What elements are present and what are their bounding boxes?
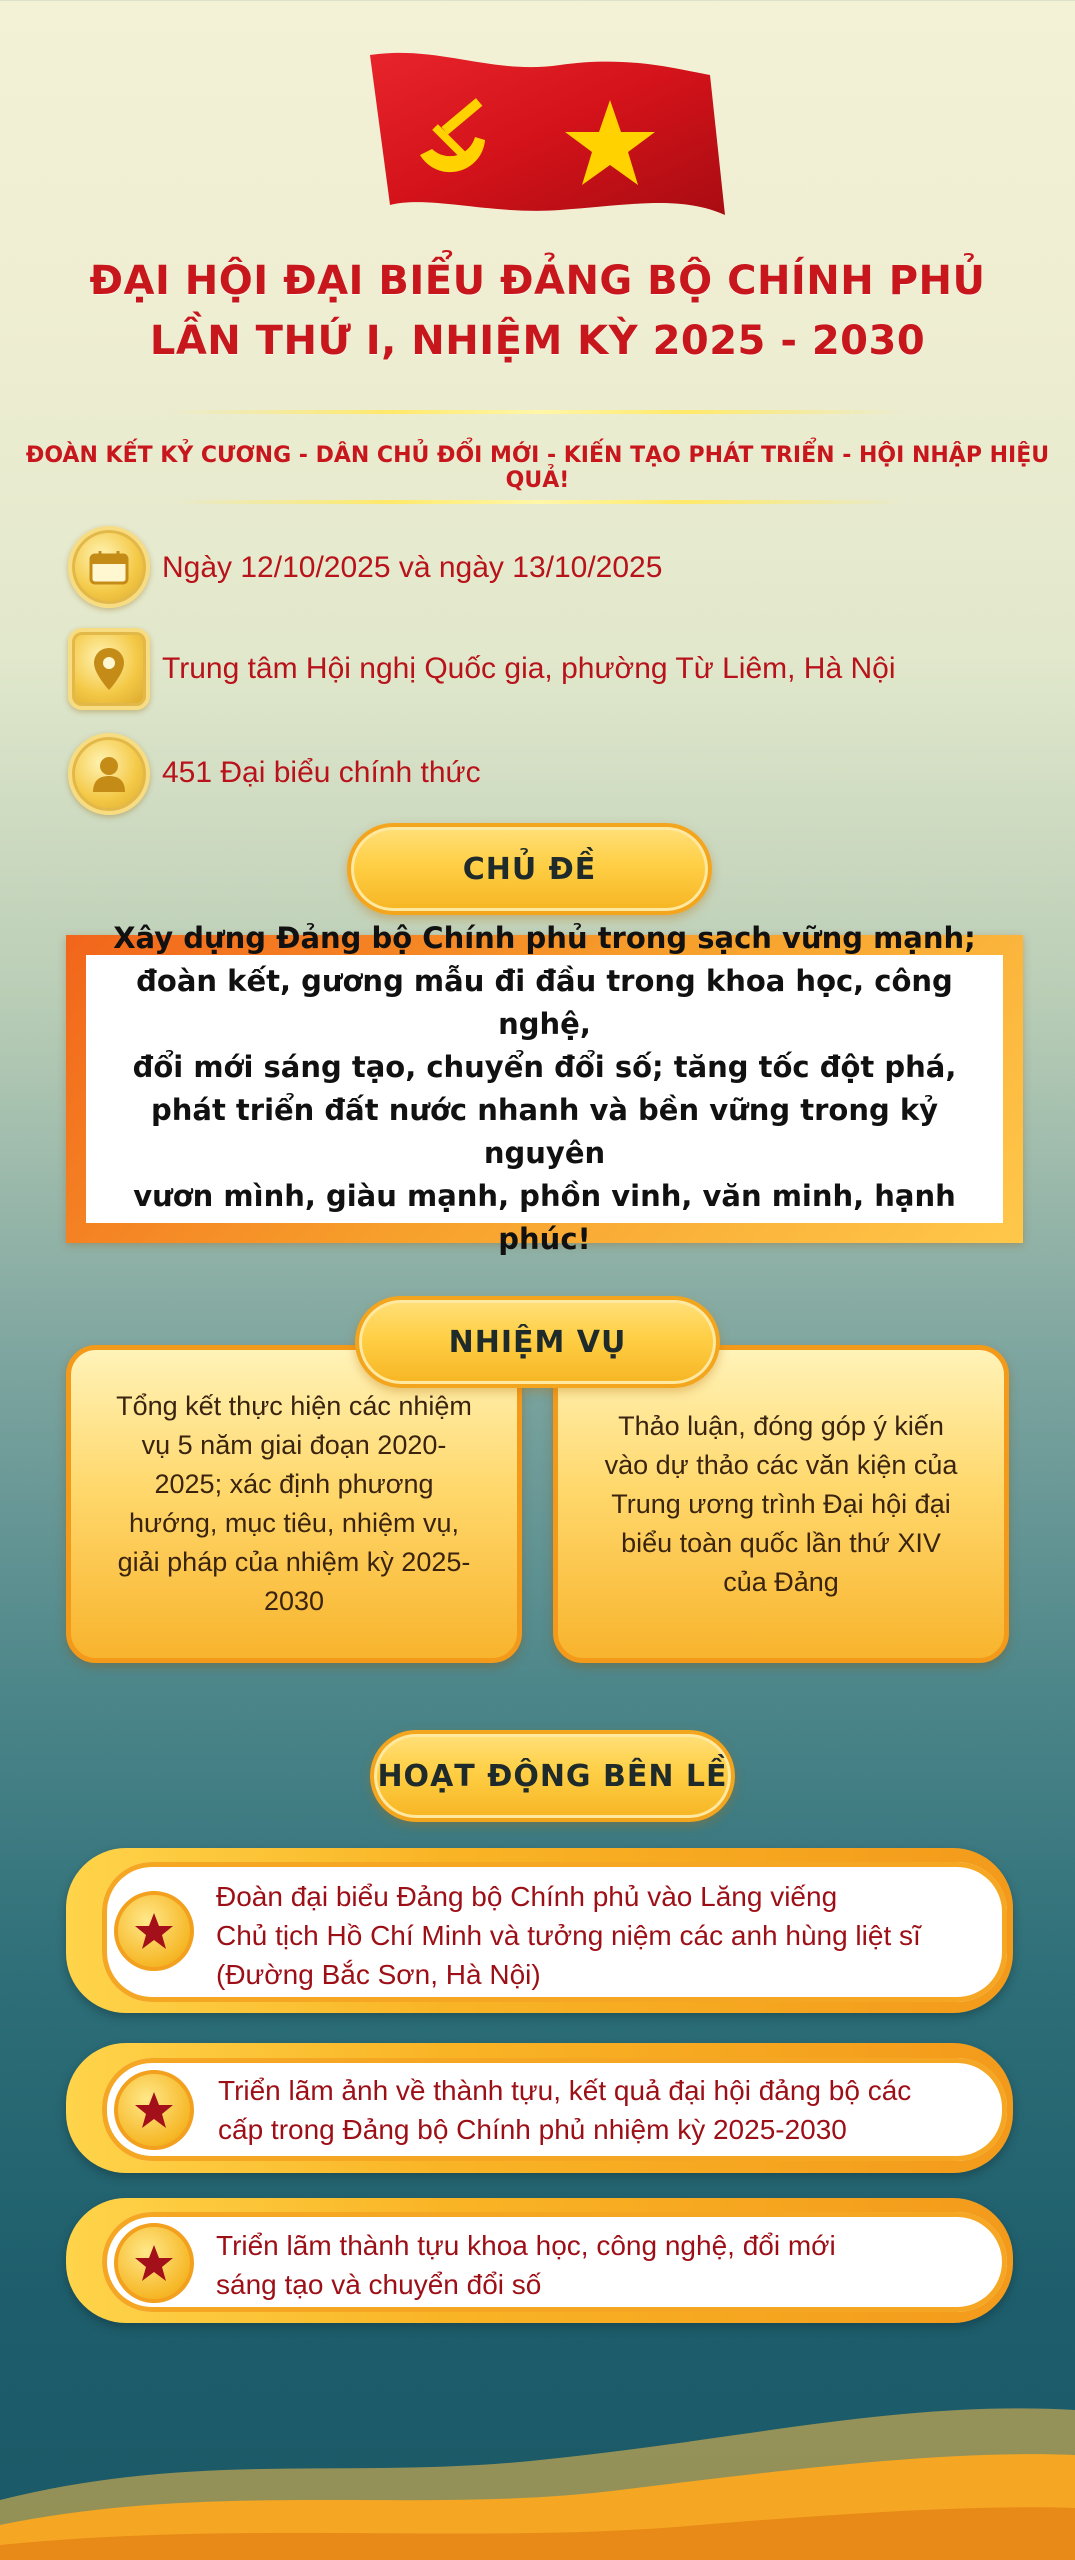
task-card-right: Thảo luận, đóng góp ý kiến vào dự thảo các văn kiện của Trung ương trình Đại hội đại biểu toàn quốc lần thứ XIV của Đảng [553,1345,1009,1663]
calendar-icon [68,526,150,608]
party-flag [360,45,730,225]
activity-line: Triển lãm thành tựu khoa học, công nghệ, đổi mới [216,2230,836,2261]
tasks-heading: NHIỆM VỤ [355,1296,720,1388]
page-title-line1: ĐẠI HỘI ĐẠI BIỂU ĐẢNG BỘ CHÍNH PHỦ [89,258,986,304]
activity-line: cấp trong Đảng bộ Chính phủ nhiệm kỳ 2025-2030 [218,2114,847,2145]
activity-line: sáng tạo và chuyển đổi số [216,2269,542,2300]
activity-text [218,2071,911,2149]
slogan: ĐOÀN KẾT KỶ CƯƠNG - DÂN CHỦ ĐỔI MỚI - KIẾN TẠO PHÁT TRIỂN - HỘI NHẬP HIỆU QUẢ! [25,443,1050,493]
decorative-waves [0,2330,1075,2560]
activity-text [216,1877,921,1994]
theme-line: đoàn kết, gương mẫu đi đầu trong khoa học, công nghệ, [136,964,953,1041]
event-date: Ngày 12/10/2025 và ngày 13/10/2025 [162,551,663,584]
theme-line: phát triển đất nước nhanh và bền vững trong kỷ nguyên [150,1093,939,1170]
star-icon [114,2223,194,2303]
theme-line: Xây dựng Đảng bộ Chính phủ trong sạch vững mạnh; [113,921,976,955]
theme-line: đổi mới sáng tạo, chuyển đổi số; tăng tốc đột phá, [132,1050,957,1084]
activity-line: Đoàn đại biểu Đảng bộ Chính phủ vào Lăng viếng [216,1881,838,1912]
divider [170,410,905,414]
theme-line: vươn mình, giàu mạnh, phồn vinh, văn minh, hạnh phúc! [133,1179,956,1256]
theme-box [86,921,1003,1256]
delegate-count: 451 Đại biểu chính thức [162,756,481,789]
activity-line: Triển lãm ảnh về thành tựu, kết quả đại hội đảng bộ các [218,2075,912,2106]
person-icon [68,733,150,815]
star-icon [114,2070,194,2150]
theme-heading: CHỦ ĐỀ [347,823,712,915]
task-card-left: Tổng kết thực hiện các nhiệm vụ 5 năm giai đoạn 2020-2025; xác định phương hướng, mục tiêu, nhiệm vụ, giải pháp của nhiệm kỳ 2025-2030 [66,1345,522,1663]
page-title-line2: LẦN THỨ I, NHIỆM KỲ 2025 - 2030 [149,318,926,364]
map-pin-icon [68,628,150,710]
event-location: Trung tâm Hội nghị Quốc gia, phường Từ Liêm, Hà Nội [162,652,896,685]
activity-line: Chủ tịch Hồ Chí Minh và tưởng niệm các anh hùng liệt sĩ [216,1920,921,1951]
activity-line: (Đường Bắc Sơn, Hà Nội) [216,1959,541,1990]
divider [170,500,905,504]
activity-text [216,2226,836,2304]
side-activities-heading: HOẠT ĐỘNG BÊN LỀ [370,1730,735,1822]
star-icon [114,1891,194,1971]
